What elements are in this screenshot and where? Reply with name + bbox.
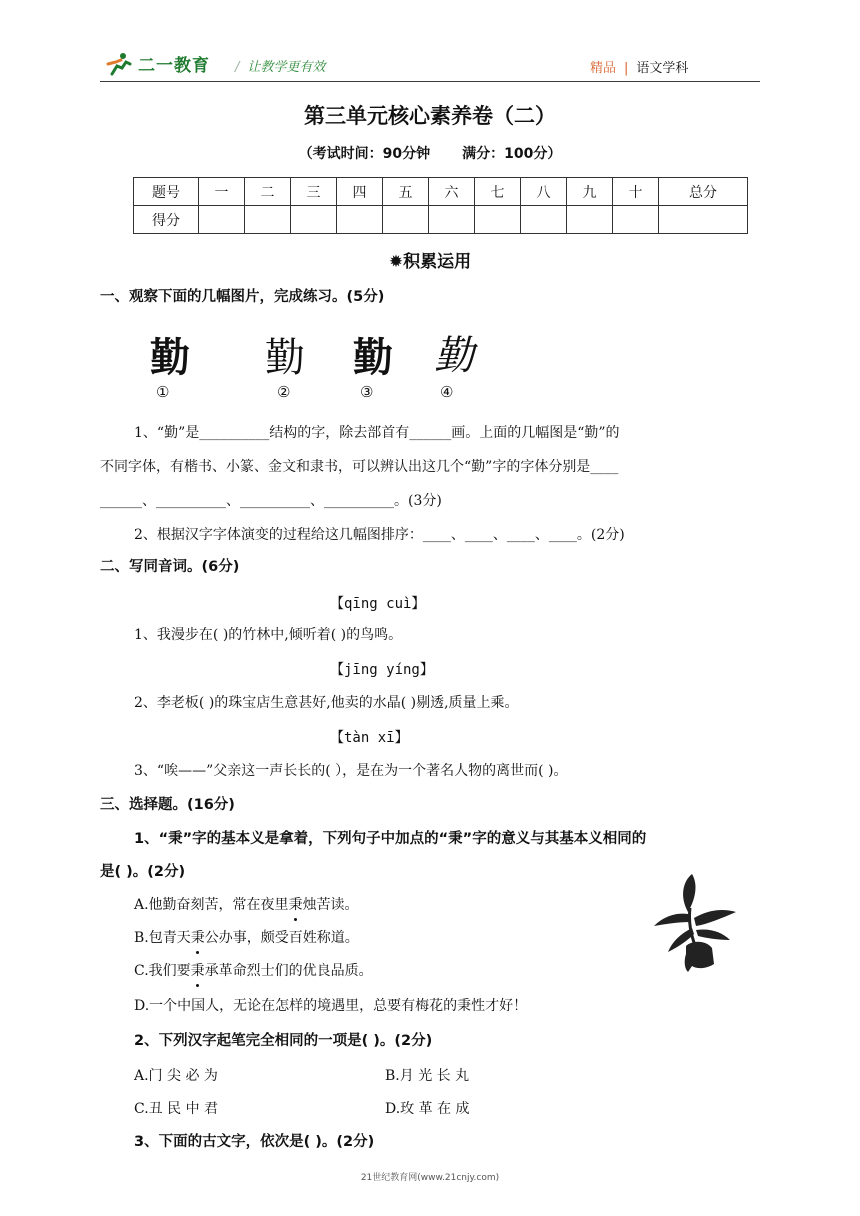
pinyin-3: 【tàn xī】 <box>330 730 409 746</box>
hand-holding-grain-icon <box>652 868 742 974</box>
q3-item2-option-b[interactable]: B.月 光 长 丸 <box>385 1068 470 1084</box>
table-cell: 总分 <box>659 178 748 206</box>
score-cell[interactable] <box>245 206 291 234</box>
pinyin-2: 【jīng yíng】 <box>330 662 434 678</box>
exam-time: （考试时间：90分钟 <box>298 146 431 162</box>
slogan <box>235 56 325 75</box>
page-footer: 21世纪教育网(www.21cnjy.com) <box>360 1173 500 1183</box>
glyph-label: ② <box>277 383 291 401</box>
option-d[interactable]: D.一个中国人，无论在怎样的境遇里，总要有梅花的秉性才好！ <box>134 998 528 1014</box>
score-cell[interactable] <box>337 206 383 234</box>
score-table-score-row <box>134 206 748 234</box>
subject-label: 语文学科 <box>636 61 689 76</box>
header-subject <box>590 57 688 76</box>
table-cell: 题号 <box>134 178 199 206</box>
pinyin-1: 【qīng cuì】 <box>330 596 426 612</box>
premium-label: 精品 <box>590 61 617 76</box>
option-b[interactable] <box>134 928 359 948</box>
q3-item2-option-a[interactable]: A.门 尖 必 为 <box>134 1068 218 1084</box>
header-separator: | <box>624 61 629 76</box>
option-a[interactable] <box>134 895 359 915</box>
runner-logo-icon <box>106 52 132 76</box>
table-cell: 三 <box>291 178 337 206</box>
site-logo <box>106 51 210 76</box>
score-cell[interactable] <box>383 206 429 234</box>
glyph-image-4: 勤 <box>434 333 474 379</box>
q3-item2-option-c[interactable]: C.丑 民 中 君 <box>134 1101 219 1117</box>
slogan-text: 让教学更有效 <box>247 60 326 75</box>
score-table <box>133 177 748 234</box>
score-cell[interactable] <box>659 206 748 234</box>
score-table-header-row <box>134 178 748 206</box>
glyph-label: ③ <box>360 383 374 401</box>
table-cell: 八 <box>521 178 567 206</box>
glyph-image-2: 勤 <box>265 335 305 381</box>
q1-part1-line1: 1、“勤”是__________结构的字，除去部首有______画。上面的几幅图是“勤”的 <box>134 425 620 441</box>
slogan-separator: / <box>235 60 240 75</box>
q2-sentence-1: 1、我漫步在( )的竹林中,倾听着( )的鸟鸣。 <box>134 627 403 643</box>
table-cell: 二 <box>245 178 291 206</box>
score-cell[interactable] <box>613 206 659 234</box>
score-cell[interactable] <box>475 206 521 234</box>
score-cell[interactable] <box>521 206 567 234</box>
option-a-text-end: 烛苦读。 <box>302 897 359 913</box>
q1-part1-line2: 不同字体，有楷书、小篆、金文和隶书，可以辨认出这几个“勤”字的字体分别是____ <box>100 459 619 475</box>
q3-item1-line2: 是( )。(2分) <box>100 864 186 880</box>
dotted-character: 秉 <box>288 897 303 913</box>
option-a-text: A.他勤奋刻苦，常在夜里 <box>134 897 289 913</box>
table-cell: 五 <box>383 178 429 206</box>
header-divider <box>100 81 760 82</box>
option-b-text: B.包青天 <box>134 930 191 946</box>
score-cell[interactable] <box>291 206 337 234</box>
q1-part1-line3: ______、__________、__________、__________。(3分) <box>100 493 442 509</box>
q1-part2: 2、根据汉字字体演变的过程给这几幅图排序：____、____、____、____。(2分) <box>134 527 625 543</box>
option-c[interactable] <box>134 961 373 981</box>
exam-info <box>0 143 860 163</box>
score-cell[interactable] <box>429 206 475 234</box>
option-b-text-end: 公办事，颇受百姓称道。 <box>204 930 359 946</box>
table-cell: 七 <box>475 178 521 206</box>
q2-sentence-3: 3、“唉——”父亲这一声长长的( ），是在为一个著名人物的离世而( )。 <box>134 763 568 779</box>
exam-full-score: 满分：100分） <box>462 146 562 162</box>
dotted-character: 秉 <box>190 930 205 946</box>
table-cell: 得分 <box>134 206 199 234</box>
page-title: 第三单元核心素养卷（二） <box>304 104 556 128</box>
q3-item2: 2、下列汉字起笔完全相同的一项是( )。(2分) <box>134 1033 433 1049</box>
score-cell[interactable] <box>567 206 613 234</box>
q3-item3: 3、下面的古文字，依次是( )。(2分) <box>134 1134 375 1150</box>
q3-item1-line1: 1、“秉”字的基本义是拿着，下列句子中加点的“秉”字的意义与其基本义相同的 <box>134 831 647 847</box>
table-cell: 一 <box>199 178 245 206</box>
q3-item2-option-d[interactable]: D.玫 革 在 成 <box>385 1101 470 1117</box>
dotted-character: 秉 <box>190 963 205 979</box>
glyph-label: ① <box>156 383 170 401</box>
table-cell: 四 <box>337 178 383 206</box>
question-3-title: 三、选择题。(16分) <box>100 797 235 813</box>
option-c-text-end: 承革命烈士们的优良品质。 <box>204 963 373 979</box>
glyph-label: ④ <box>440 383 454 401</box>
section-heading: ✹积累运用 <box>388 252 472 272</box>
question-2-title: 二、写同音词。(6分) <box>100 559 240 575</box>
glyph-image-1: 勤 <box>150 334 190 381</box>
score-cell[interactable] <box>199 206 245 234</box>
logo-text: 二一教育 <box>138 56 210 76</box>
q2-sentence-2: 2、李老板( )的珠宝店生意甚好,他卖的水晶( )剔透,质量上乘。 <box>134 695 519 711</box>
glyph-image-3: 勤 <box>353 335 393 381</box>
option-c-text: C.我们要 <box>134 963 191 979</box>
table-cell: 十 <box>613 178 659 206</box>
table-cell: 六 <box>429 178 475 206</box>
table-cell: 九 <box>567 178 613 206</box>
question-1-title: 一、观察下面的几幅图片，完成练习。(5分) <box>100 289 385 305</box>
